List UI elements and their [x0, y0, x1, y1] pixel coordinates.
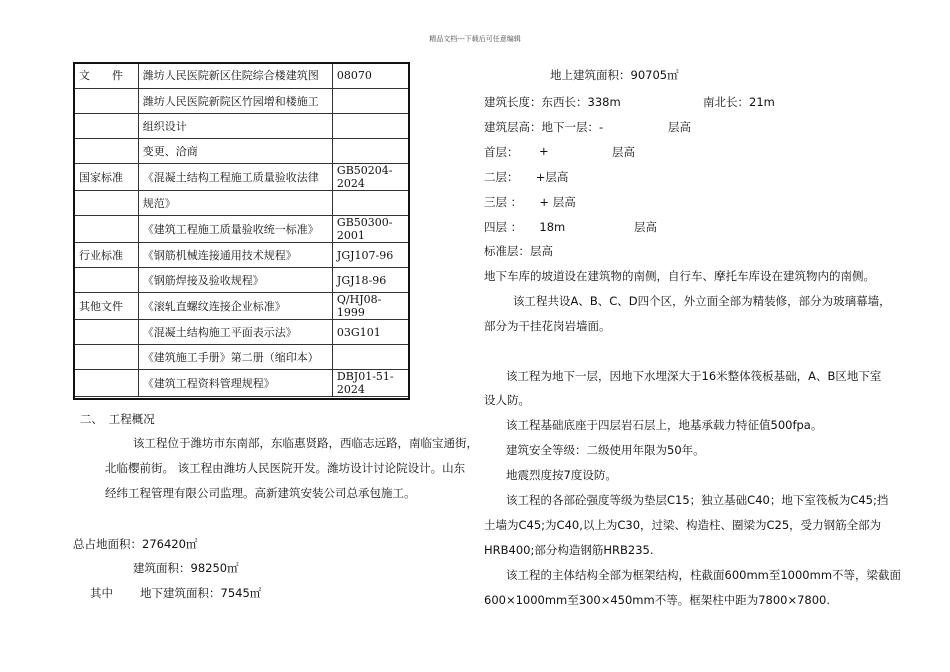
table-row — [74, 164, 410, 191]
table-document-name-cell: 《钢筋焊接及验收规程》 — [138, 268, 332, 293]
overview-line-2: 北临樱前街。 该工程由潍坊人民医院开发。潍坊设计讨论院设计。山东 — [105, 461, 466, 475]
first-floor-plus: + — [539, 144, 549, 158]
table-category-cell: 国家标准 — [74, 164, 139, 191]
table-document-name-cell: 潍坊人民医院新区住院综合楼建筑图 — [138, 63, 332, 89]
reference-documents-table — [73, 62, 410, 397]
table-code-cell: JGJ18-96 — [332, 268, 409, 293]
total-site-area: 总占地面积：276420㎡ — [73, 537, 198, 551]
table-document-name-cell: 《建筑施工手册》第二册（缩印本） — [138, 345, 332, 370]
table-category-cell — [74, 345, 139, 370]
basement-line-1: 该工程为地下一层，因地下水埋深大于16米整体筏板基础，A、B区地下室 — [506, 369, 882, 383]
table-row — [74, 89, 410, 114]
foundation-text: 该工程基础底座于四层岩石层上，地基承载力特征值500fpa。 — [506, 418, 823, 432]
frame-line-2: 600×1000mm至300×450mm不等。框架柱中距为7800×7800. — [484, 593, 831, 607]
table-row — [74, 139, 410, 164]
table-row — [74, 63, 410, 89]
table-category-cell — [74, 114, 139, 139]
table-document-name-cell: 潍坊人民医院新院区竹园增和楼施工 — [138, 89, 332, 114]
frame-line-1: 该工程的主体结构全部为框架结构，柱截面600mm至1000mm不等，梁截面 — [506, 568, 902, 582]
table-row — [74, 293, 410, 320]
underground-area: 地下建筑面积：7545㎡ — [140, 586, 262, 600]
length-ew: 建筑长度：东西长：338m — [484, 95, 621, 109]
table-document-name-cell: 《建筑工程施工质量验收统一标准》 — [138, 216, 332, 243]
table-code-cell: GB50204-2024 — [332, 164, 409, 191]
table-category-cell: 文 件 — [74, 63, 139, 89]
section-heading: 二、 工程概况 — [80, 412, 155, 426]
table-code-cell: JGJ107-96 — [332, 243, 409, 268]
first-floor-label: 首层： — [484, 145, 519, 159]
floor-height-basement: 建筑层高：地下一层：- — [484, 120, 604, 134]
zones-line-2: 部分为干挂花岗岩墙面。 — [484, 319, 611, 333]
table-row — [74, 114, 410, 139]
basement-line-2: 设人防。 — [484, 393, 530, 407]
table-code-cell: GB50300-2001 — [332, 216, 409, 243]
overview-line-1: 该工程位于潍坊市东南部，东临惠贤路，西临志远路，南临宝通街， — [133, 436, 478, 450]
garage-text: 地下车库的坡道设在建筑物的南侧，自行车、摩托车库设在建筑物内的南侧。 — [484, 269, 875, 283]
page-header: 精品文档---下载后可任意编辑 — [429, 35, 521, 43]
table-document-name-cell: 《建筑工程资料管理规程》 — [138, 370, 332, 397]
table-category-cell: 其他文件 — [74, 293, 139, 320]
second-floor: 二层： +层高 — [484, 170, 569, 184]
table-row — [74, 191, 410, 216]
table-code-cell: 03G101 — [332, 320, 409, 345]
table-row — [74, 370, 410, 397]
table-category-cell — [74, 89, 139, 114]
table-code-cell — [332, 114, 409, 139]
safety-grade: 建筑安全等级：二级使用年限为50年。 — [506, 443, 705, 457]
table-code-cell: 08070 — [332, 63, 409, 89]
table-category-cell — [74, 370, 139, 397]
table-category-cell — [74, 139, 139, 164]
table-code-cell — [332, 89, 409, 114]
table-document-name-cell: 《钢筋机械连接通用技术规程》 — [138, 243, 332, 268]
concrete-line-3: HRB400;部分构造钢筋HRB235. — [484, 543, 654, 557]
table-category-cell — [74, 216, 139, 243]
building-area: 建筑面积：98250㎡ — [133, 561, 239, 575]
table-document-name-cell: 《滚轧直螺纹连接企业标准》 — [138, 293, 332, 320]
table-document-name-cell: 规范》 — [138, 191, 332, 216]
table-row — [74, 345, 410, 370]
table-document-name-cell: 变更、洽商 — [138, 139, 332, 164]
table-code-cell: DBJ01-51-2024 — [332, 370, 409, 397]
floor-height-basement-unit: 层高 — [668, 120, 691, 134]
table-document-name-cell: 《混凝土结构工程施工质量验收法律 — [138, 164, 332, 191]
table-code-cell: Q/HJ08-1999 — [332, 293, 409, 320]
concrete-line-1: 该工程的各部砼强度等级为垫层C15；独立基础C40；地下室筏板为C45;挡 — [506, 493, 889, 507]
table-code-cell — [332, 139, 409, 164]
seismic-text: 地震烈度按7度设防。 — [506, 468, 617, 482]
overview-line-3: 经纬工程管理有限公司监理。高新建筑安装公司总承包施工。 — [105, 486, 416, 500]
fourth-floor-unit: 层高 — [634, 220, 657, 234]
table-row — [74, 268, 410, 293]
table-category-cell — [74, 191, 139, 216]
length-ns: 南北长：21m — [703, 95, 775, 109]
table-document-name-cell: 组织设计 — [138, 114, 332, 139]
table-code-cell — [332, 191, 409, 216]
table-row — [74, 243, 410, 268]
table-row — [74, 320, 410, 345]
table-category-cell: 行业标准 — [74, 243, 139, 268]
of-which-label: 其中 — [90, 586, 113, 600]
standard-floor: 标准层：层高 — [484, 244, 553, 258]
table-code-cell — [332, 345, 409, 370]
above-ground-area: 地上建筑面积：90705㎡ — [550, 68, 679, 82]
table-row — [74, 216, 410, 243]
concrete-line-2: 土墙为C45;为C40,以上为C30，过梁、构造柱、圈梁为C25，受力钢筋全部为 — [484, 518, 882, 532]
first-floor-unit: 层高 — [612, 145, 635, 159]
table-category-cell — [74, 320, 139, 345]
table-document-name-cell: 《混凝土结构施工平面表示法》 — [138, 320, 332, 345]
zones-line-1: 该工程共设A、B、C、D四个区，外立面全部为精装修，部分为玻璃幕墙， — [513, 294, 891, 308]
table-category-cell — [74, 268, 139, 293]
third-floor: 三层 ： + 层高 — [484, 195, 576, 209]
fourth-floor: 四层 ： 18m — [484, 220, 566, 234]
